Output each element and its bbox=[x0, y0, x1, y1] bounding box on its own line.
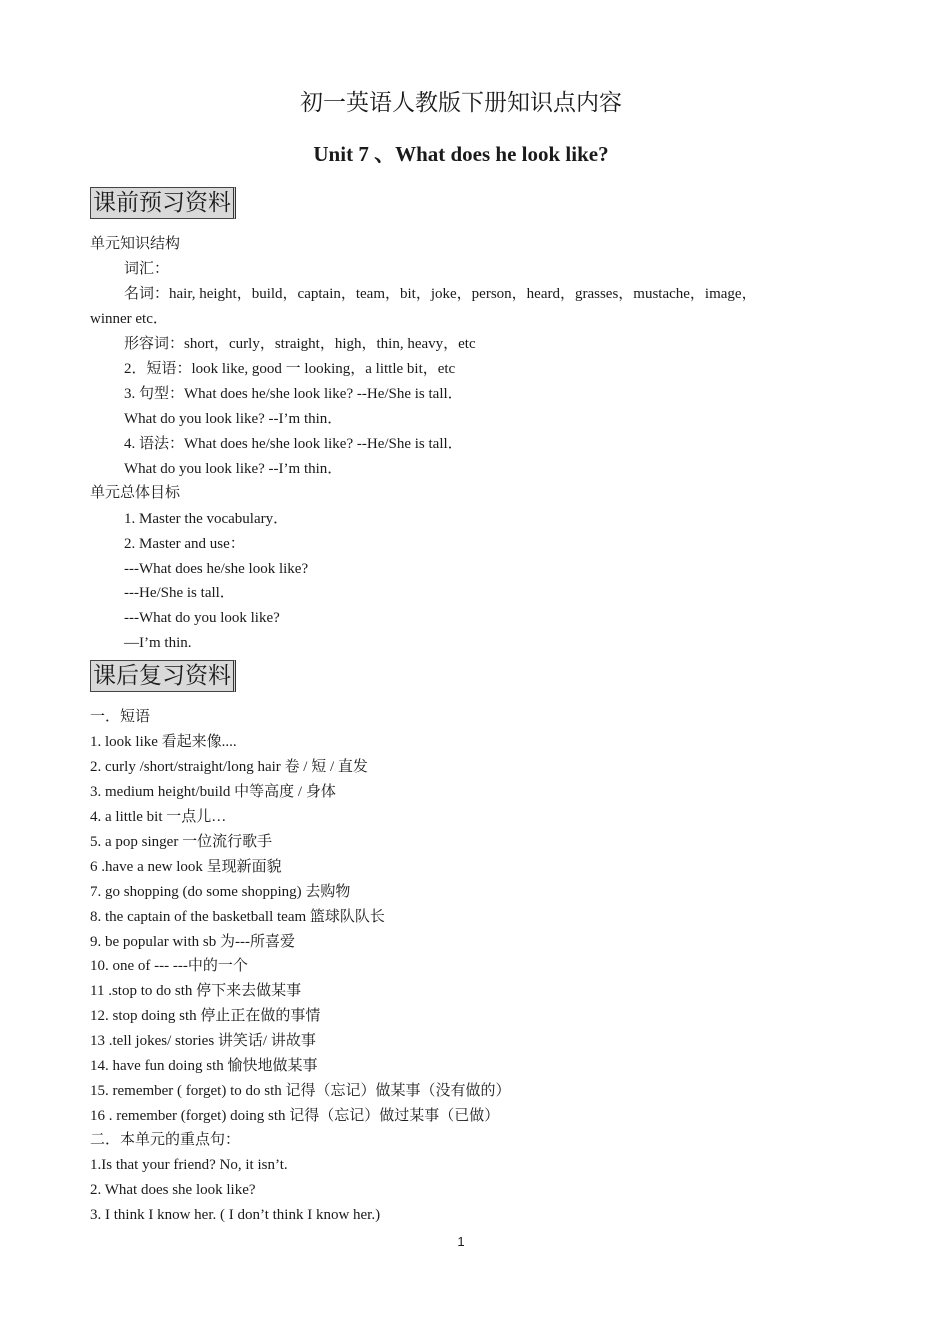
text-line: 8. the captain of the basketball team 篮球队队长 bbox=[90, 909, 385, 925]
text-line: 词汇： bbox=[124, 261, 170, 277]
text-line: 5. a pop singer 一位流行歌手 bbox=[90, 834, 273, 850]
text-line: —I’m thin. bbox=[124, 635, 192, 651]
text-line: 2. What does she look like? bbox=[90, 1182, 256, 1198]
text-line: 单元总体目标 bbox=[90, 485, 181, 501]
text-line: 2．短语：look like, good 一 looking，a little bit，etc bbox=[124, 361, 456, 377]
text-line: ---He/She is tall． bbox=[124, 585, 235, 601]
text-line: 名词：hair, height，build，captain，team，bit，joke，person，heard，grasses，mustache，image， bbox=[124, 286, 757, 302]
text-line: 1. look like 看起来像.... bbox=[90, 734, 237, 750]
text-line: 11 .stop to do sth 停下来去做某事 bbox=[90, 983, 302, 999]
text-line: 1.Is that your friend? No, it isn’t. bbox=[90, 1157, 288, 1173]
section-heading-preview: 课前预习资料 bbox=[90, 187, 236, 219]
text-line: 13 .tell jokes/ stories 讲笑话/ 讲故事 bbox=[90, 1033, 316, 1049]
text-line: What do you look like? --I’m thin． bbox=[124, 461, 343, 477]
page-title: 初一英语人教版下册知识点内容 bbox=[300, 90, 622, 116]
text-line: 7. go shopping (do some shopping) 去购物 bbox=[90, 884, 351, 900]
text-line: 4. a little bit 一点儿… bbox=[90, 809, 227, 825]
section-heading-review: 课后复习资料 bbox=[90, 660, 236, 692]
text-line: 6 .have a new look 呈现新面貌 bbox=[90, 859, 282, 875]
text-line: 3. medium height/build 中等高度 / 身体 bbox=[90, 784, 336, 800]
text-line: ---What do you look like? bbox=[124, 610, 280, 626]
text-line: 3. I think I know her. ( I don’t think I know her.) bbox=[90, 1207, 381, 1223]
text-line: 16 . remember (forget) doing sth 记得（忘记）做过某事（已做） bbox=[90, 1108, 500, 1124]
text-line: 2. curly /short/straight/long hair 卷 / 短 / 直发 bbox=[90, 759, 368, 775]
text-line: winner etc． bbox=[90, 311, 168, 327]
text-line: 单元知识结构 bbox=[90, 236, 181, 252]
text-line: What do you look like? --I’m thin． bbox=[124, 411, 343, 427]
page-number: 1 bbox=[457, 1234, 465, 1249]
unit-subtitle: Unit 7 、What does he look like? bbox=[313, 142, 609, 166]
text-line: 二．本单元的重点句： bbox=[90, 1132, 241, 1148]
text-line: 一．短语 bbox=[90, 709, 151, 725]
text-line: 9. be popular with sb 为---所喜爱 bbox=[90, 934, 295, 950]
text-line: 1. Master the vocabulary． bbox=[124, 511, 289, 527]
text-line: 10. one of --- ---中的一个 bbox=[90, 958, 248, 974]
text-line: 3. 句型：What does he/she look like? --He/She is tall． bbox=[124, 386, 463, 402]
text-line: 15. remember ( forget) to do sth 记得（忘记）做某事（没有做的） bbox=[90, 1083, 511, 1099]
text-line: ---What does he/she look like? bbox=[124, 561, 309, 577]
text-line: 形容词：short，curly，straight，high，thin, heavy，etc bbox=[124, 336, 476, 352]
text-line: 4. 语法：What does he/she look like? --He/She is tall． bbox=[124, 436, 463, 452]
text-line: 14. have fun doing sth 愉快地做某事 bbox=[90, 1058, 318, 1074]
text-line: 12. stop doing sth 停止正在做的事情 bbox=[90, 1008, 321, 1024]
text-line: 2. Master and use： bbox=[124, 536, 245, 552]
